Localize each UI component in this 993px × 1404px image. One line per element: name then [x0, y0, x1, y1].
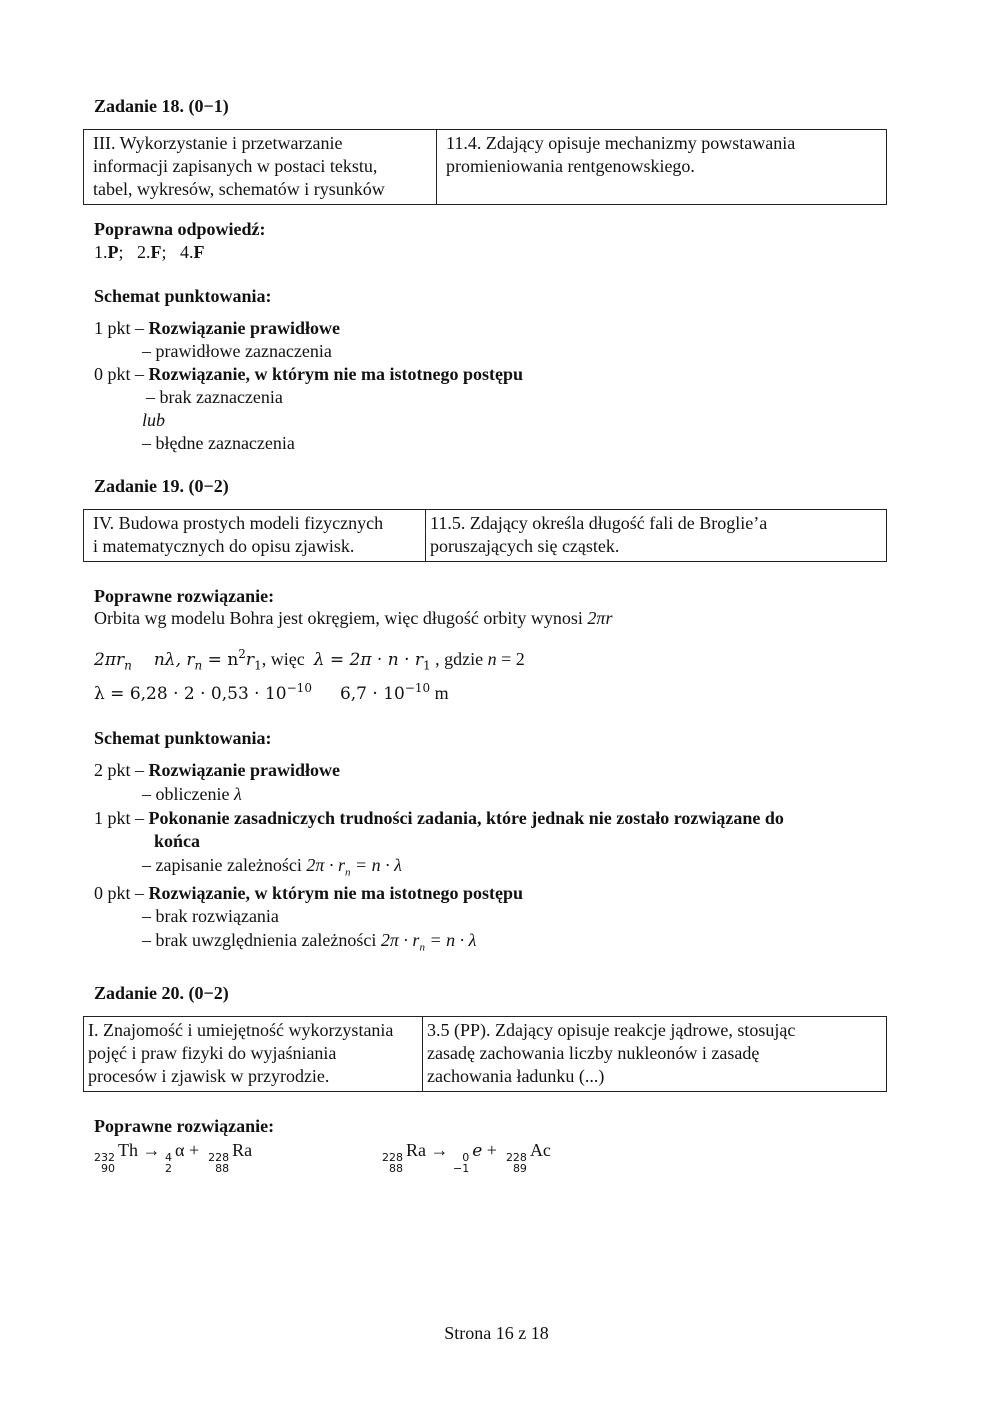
- z19-score-2: 2 pkt – Rozwiązanie prawidłowe: [94, 760, 340, 780]
- z19-orbit-text: Orbita wg modelu Bohra jest okręgiem, więc długość orbity wynosi 2πr: [94, 608, 613, 628]
- z19-detailed-requirement: 11.5. Zdający określa długość fali de Broglie’a poruszających się cząstek.: [426, 510, 887, 562]
- z18-title: Zadanie 18. (0−1): [94, 96, 229, 116]
- z18-score-0: 0 pkt – Rozwiązanie, w którym nie ma istotnego postępu: [94, 364, 523, 384]
- z18-detailed-requirement: 11.4. Zdający opisuje mechanizmy powstawania promieniowania rentgenowskiego.: [437, 130, 887, 205]
- z18-answers: 1.P; 2.F; 4.F: [94, 242, 205, 262]
- z19-score-1: 1 pkt – Pokonanie zasadniczych trudności zadania, które jednak nie zostało rozwiązane do: [94, 808, 784, 828]
- z18-score-0-item-1: – brak zaznaczenia: [146, 387, 283, 407]
- z19-score-0-item-2: – brak uwzględnienia zależności $2\pi \cdot r_n = n \cdot \lambda$: [142, 930, 477, 954]
- z18-requirements-table: [83, 129, 887, 205]
- z19-title: Zadanie 19. (0−2): [94, 476, 229, 496]
- z19-requirements-table: [83, 509, 887, 562]
- z18-scheme-heading: Schemat punktowania:: [94, 286, 272, 306]
- z18-score-1: 1 pkt – Rozwiązanie prawidłowe: [94, 318, 340, 338]
- z18-score-0-item-2: – błędne zaznaczenia: [142, 433, 295, 453]
- z20-requirements-table: [83, 1016, 887, 1092]
- z20-detailed-requirement: 3.5 (PP). Zdający opisuje reakcje jądrowe, stosując zasadę zachowania liczby nukleonów i zasadę zachowania ładunku (...): [423, 1017, 887, 1092]
- z19-scheme-heading: Schemat punktowania:: [94, 728, 272, 748]
- z20-reaction-1: 232 90 Th → 4 2 α + 228 88 Ra: [94, 1140, 253, 1175]
- z19-score-1-continuation: końca: [154, 831, 201, 851]
- z20-solution-heading: Poprawne rozwiązanie:: [94, 1116, 275, 1136]
- page-number: Strona 16 z 18: [444, 1323, 549, 1343]
- z19-general-requirement: IV. Budowa prostych modeli fizycznych i matematycznych do opisu zjawisk.: [84, 510, 426, 562]
- z18-score-1-item: – prawidłowe zaznaczenia: [142, 341, 332, 361]
- z19-score-2-item: – obliczenie λ: [142, 784, 242, 804]
- z19-equation-1: $2\pi r_n$ nλ, $r_n = n^2r_1$, więc $\lambda = 2\pi \cdot n \cdot r_1$ , gdzie n = 2: [94, 647, 525, 673]
- z18-score-0-lub: lub: [142, 410, 166, 430]
- z19-score-0-item-1: – brak rozwiązania: [142, 906, 279, 926]
- z18-answer-heading: Poprawna odpowiedź:: [94, 219, 266, 239]
- z20-reaction-2: 228 88 Ra → 0 −1 e + 228 89 Ac: [382, 1140, 551, 1175]
- z19-score-1-item: – zapisanie zależności $2\pi \cdot r_n = n \cdot \lambda$: [142, 855, 402, 879]
- z19-solution-heading: Poprawne rozwiązanie:: [94, 586, 275, 606]
- z20-general-requirement: I. Znajomość i umiejętność wykorzystania pojęć i praw fizyki do wyjaśniania procesów i zjawisk w przyrodzie.: [84, 1017, 423, 1092]
- z20-title: Zadanie 20. (0−2): [94, 983, 229, 1003]
- z19-score-0: 0 pkt – Rozwiązanie, w którym nie ma istotnego postępu: [94, 883, 523, 903]
- z18-general-requirement: III. Wykorzystanie i przetwarzanie informacji zapisanych w postaci tekstu, tabel, wykresów, schematów i rysunków: [84, 130, 437, 205]
- z19-equation-2: $\lambda = 6,28 \cdot 2 \cdot 0,53 \cdot 10^{-10}$ $6,7 \cdot 10^{-10}$ m: [94, 681, 449, 704]
